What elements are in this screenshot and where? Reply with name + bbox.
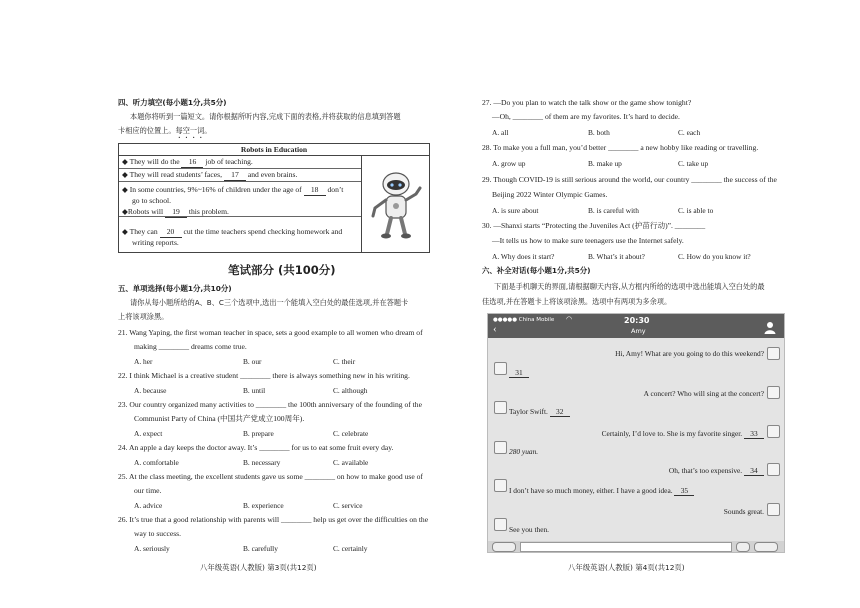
option-c[interactable]: C. available [333,458,369,467]
listening-instructions-cont: 卡相应的位置上。每空一词。 [118,126,212,135]
question-30: 30. —Shanxi starts “Protecting the Juveniles Act (护苗行动)”. ________ [482,221,706,230]
clock-time: 20:30 [624,316,650,325]
table-line-18-cont: go to school. [132,196,172,205]
option-a[interactable]: A. because [134,386,167,395]
table-line-20-cont: writing reports. [132,238,179,247]
mc-section-title: 五、单项选择(每小题1分,共10分) [118,284,232,293]
question-27: 27. —Do you plan to watch the talk show or the game show tonight? [482,98,692,107]
question-30-cont: —It tells us how to make sure teenagers use the Internet safely. [492,236,684,245]
message-right-34: Oh, that’s too expensive. 34 [669,466,764,476]
message-left-31: 31 [509,368,529,378]
avatar [494,518,507,531]
option-a[interactable]: A. grow up [492,159,526,168]
option-c[interactable]: C. service [333,501,363,510]
robot-image-cell [361,156,430,252]
phone-chat-screen [487,313,785,553]
table-line-18: ◆ In some countries, 9%~16% of children under the age of 18 don’t [122,185,344,194]
message-left-35: I don’t have so much money, either. I have a good idea. 35 [509,486,694,496]
avatar [767,386,780,399]
option-c[interactable]: C. take up [678,159,709,168]
table-line-16: ◆ They will do the 16 job of teaching. [122,157,253,166]
avatar [494,441,507,454]
question-23-cont: Communist Party of China (中国共产党成立100周年). [134,414,305,423]
written-part-title: 笔试部分 (共100分) [228,263,336,277]
question-26-cont: way to success. [134,529,182,538]
phone-header [488,314,784,338]
contact-name: Amy [631,327,646,335]
option-a[interactable]: A. her [134,357,153,366]
table-line-19: ◆Robots will 19 this problem. [122,207,229,216]
option-c[interactable]: C. although [333,386,368,395]
avatar [494,362,507,375]
page-footer: 八年级英语(人教版) 第4页(共12页) [568,563,685,572]
voice-icon[interactable] [492,542,516,552]
option-a[interactable]: A. seriously [134,544,170,553]
listening-instructions: 本题你将听到一篇短文。请你根据所听内容,完成下面的表格,并将获取的信息填到答题 [130,112,401,121]
option-b[interactable]: B. necessary [243,458,281,467]
option-b[interactable]: B. make up [588,159,622,168]
dialog-instructions-cont: 佳选项,并在答题卡上将该项涂黑。选项中有两项为多余项。 [482,297,672,306]
question-22: 22. I think Michael is a creative student ________ there is always something new in his writing. [118,371,410,380]
listening-section-title: 四、听力填空(每小题1分,共5分) [118,98,227,107]
phone-input-bar [488,541,784,552]
option-a[interactable]: A. advice [134,501,163,510]
question-25: 25. At the class meeting, the excellent students gave us some ________ on how to make good use of [118,472,423,481]
mc-instructions-cont: 上将该项涂黑。 [118,312,169,321]
plus-icon[interactable] [754,542,778,552]
option-b[interactable]: B. carefully [243,544,278,553]
avatar [767,463,780,476]
page-footer: 八年级英语(人教版) 第3页(共12页) [200,563,317,572]
question-27-cont: —Oh, ________ of them are my favorites. It’s hard to decide. [492,112,680,121]
question-29: 29. Though COVID-19 is still serious around the world, our country ________ the success of the [482,175,777,184]
question-28: 28. To make you a full man, you’d better ________ a new hobby like reading or travelling. [482,143,759,152]
option-c[interactable]: C. How do you know it? [678,252,751,261]
message-right-33: Certainly, I’d love to. She is my favorite singer. 33 [602,429,764,439]
message-left: See you then. [509,525,550,534]
option-b[interactable]: B. our [243,357,262,366]
avatar [494,479,507,492]
option-a[interactable]: A. expect [134,429,163,438]
message-right: A concert? Who will sing at the concert? [643,389,764,398]
option-a[interactable]: A. is sure about [492,206,539,215]
table-title: Robots in Education [119,144,429,156]
question-29-cont: Beijing 2022 Winter Olympic Games. [492,190,608,199]
option-c[interactable]: C. is able to [678,206,714,215]
avatar [494,401,507,414]
table-line-17: ◆ They will read students’ faces, 17 and even brains. [122,170,298,179]
option-c[interactable]: C. celebrate [333,429,369,438]
option-c[interactable]: C. each [678,128,701,137]
option-b[interactable]: B. is careful with [588,206,639,215]
option-a[interactable]: A. Why does it start? [492,252,555,261]
option-c[interactable]: C. their [333,357,356,366]
question-23: 23. Our country organized many activities to ________ the 100th anniversary of the founding of the [118,400,422,409]
option-b[interactable]: B. experience [243,501,284,510]
option-b[interactable]: B. What’s it about? [588,252,645,261]
avatar [767,503,780,516]
option-b[interactable]: B. until [243,386,266,395]
table-line-20: ◆ They can 20 cut the time teachers spend checking homework and [122,227,343,236]
dialog-section-title: 六、补全对话(每小题1分,共5分) [482,266,591,275]
mc-instructions: 请你从每小题所给的A、B、C三个选项中,选出一个能填入空白处的最佳选项,并在答题卡 [130,298,409,307]
option-c[interactable]: C. certainly [333,544,368,553]
emoji-icon[interactable] [736,542,750,552]
message-left-32: Taylor Swift. 32 [509,407,570,417]
avatar [767,347,780,360]
message-input[interactable] [520,542,732,552]
option-a[interactable]: A. comfortable [134,458,179,467]
back-chevron-icon[interactable]: ‹ [493,323,497,335]
message-right: Hi, Amy! What are you going to do this weekend? [615,349,764,358]
robot-icon [366,164,426,244]
option-b[interactable]: B. both [588,128,610,137]
question-25-cont: our time. [134,486,162,495]
question-21-cont: making ________ dreams come true. [134,342,247,351]
dialog-instructions: 下面是手机聊天的界面,请根据聊天内容,从方框内所给的选项中选出能填入空白处的最 [494,282,765,291]
message-right: Sounds great. [723,507,764,516]
question-21: 21. Wang Yaping, the first woman teacher in space, sets a good example to all women who dream of [118,328,423,337]
carrier-label: ●●●●● China Mobile [493,317,555,323]
message-left: 280 yuan. [509,447,539,456]
wifi-icon: ◠ [566,315,573,323]
avatar [767,425,780,438]
question-26: 26. It’s true that a good relationship with parents will ________ help us get over the difficulties on the [118,515,429,524]
contact-profile-icon[interactable] [764,321,776,334]
question-24: 24. An apple a day keeps the doctor away. It’s ________ for us to eat some fruit every day. [118,443,394,452]
option-b[interactable]: B. prepare [243,429,274,438]
option-a[interactable]: A. all [492,128,509,137]
